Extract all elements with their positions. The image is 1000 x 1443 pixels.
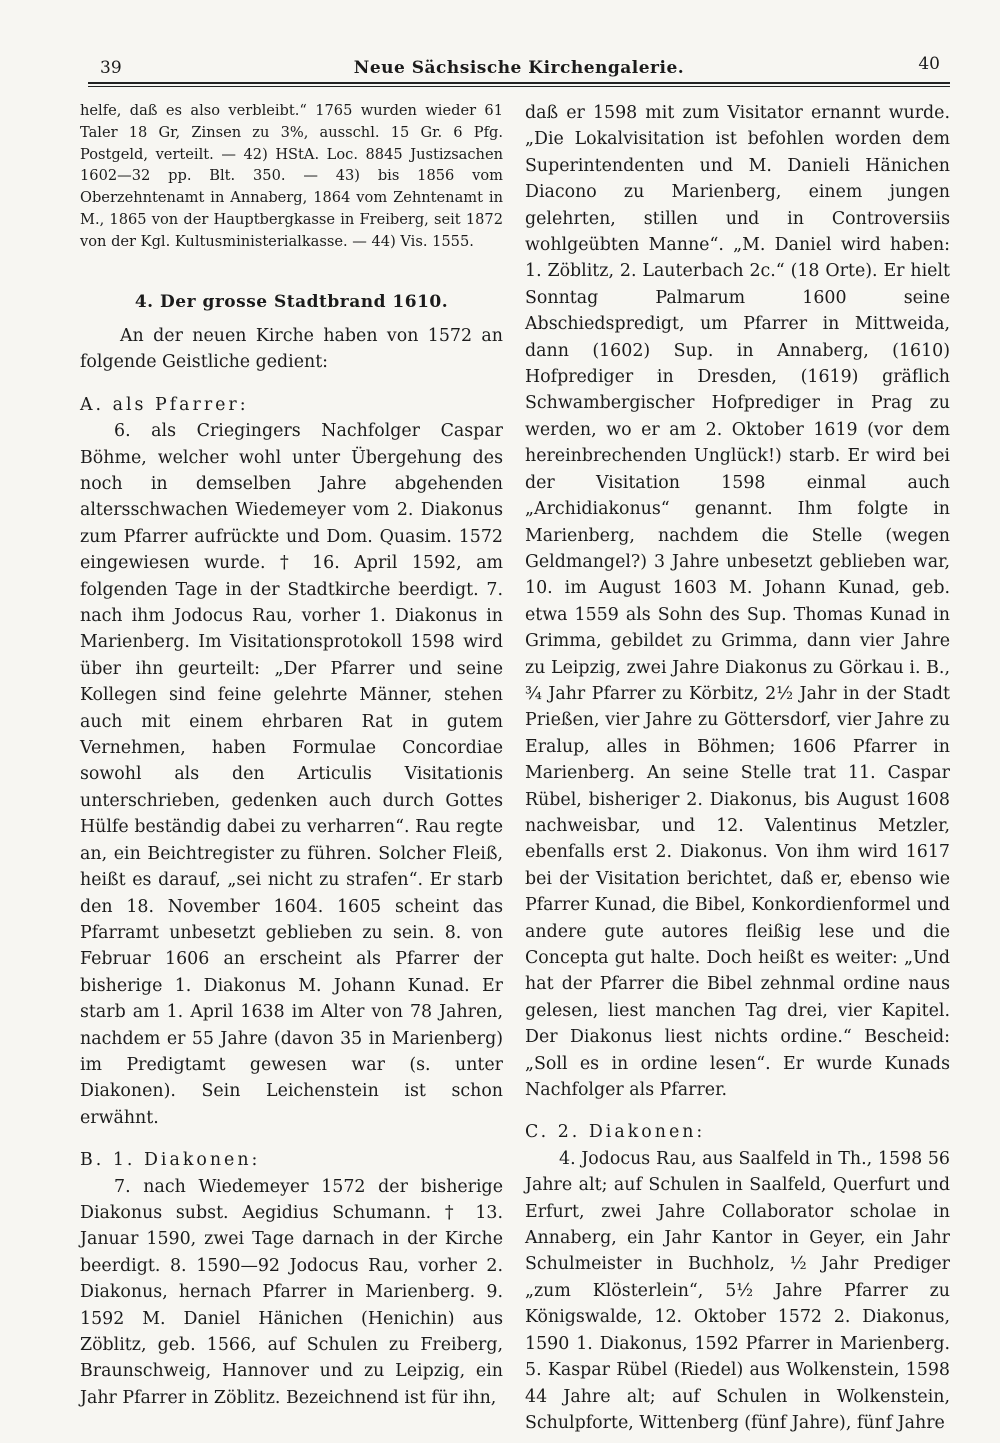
pfarrer-paragraph: 6. als Criegingers Nachfolger Caspar Böhme, welcher wohl unter Übergehung des noch in demselben Jahre abgehenden altersschwachen Wiedemeyer vom 2. Diakonus zum Pfarrer aufrückte und Dom. Quasim. 1572 eingewiesen wurde. † 16. April 1592, am folgenden Tage in der Stadtkirche beerdigt. 7. nach ihm Jodocus Rau, vorher 1. Diakonus in Marienberg. Im Visitationsprotokoll 1598 wird über ihn geurteilt: „Der Pfarrer und seine Kollegen sind feine gelehrte Männer, stehen auch mit einem ehrbaren Rat in gutem Vernehmen, haben Formulae Concordiae sowohl als den Articulis Visitationis unterschrieben, gedenken auch durch Gottes Hülfe beständig dabei zu verharren“. Rau regte an, ein Beichtregister zu führen. Solcher Fleiß, heißt es darauf, „sei nicht zu strafen“. Er starb den 18. November 1604. 1605 scheint das Pfarramt unbesetzt geblieben zu sein. 8. von Februar 1606 an erscheint als Pfarrer der bisherige 1. Diakonus M. Johann Kunad. Er starb am 1. April 1638 im Alter von 78 Jahren, nachdem er 55 Jahre (davon 35 in Marienberg) im Predigtamt gewesen war (s. unter Diakonen). Sein Leichenstein ist schon erwähnt.	[80, 421, 503, 1128]
page-header	[88, 52, 950, 82]
subheading-pfarrer: A. als Pfarrer:	[80, 394, 249, 415]
diakonen-2-paragraph: 4. Jodocus Rau, aus Saalfeld in Th., 1598 56 Jahre alt; auf Schulen in Saalfeld, Querfurt und Erfurt, zwei Jahre Collaborator scholae in Annaberg, ein Jahr Kantor in Geyer, ein Jahr Schulmeister in Buchholz, ½ Jahr Prediger „zum Klösterlein“, 5½ Jahre Pfarrer zu Königswalde, 12. Oktober 1572 2. Diakonus, 1590 1. Diakonus, 1592 Pfarrer in Marienberg. 5. Kaspar Rübel (Riedel) aus Wolkenstein, 1598 44 Jahre alt; auf Schulen in Wolkenstein, Schulpforte, Wittenberg (fünf Jahre), fünf Jahre	[525, 1148, 950, 1433]
subheading-diakonen-1: B. 1. Diakonen:	[80, 1150, 261, 1171]
footnotes: helfe, daß es also verbleibt.“ 1765 wurden wieder 61 Taler 18 Gr, Zinsen zu 3%, ausschl. 15 Gr. 6 Pfg. Postgeld, verteilt. — 42) HStA. Loc. 8845 Justizsachen 1602—32 pp. Blt. 350. — 43) bis 1856 vom Oberzehntenamt in Annaberg, 1864 vom Zehntenamt in M., 1865 von der Hauptbergkasse in Freiberg, seit 1872 von der Kgl. Kultusministerialkasse. — 44) Vis. 1555.	[80, 102, 503, 250]
right-column	[525, 100, 950, 1436]
subheading-diakonen-2: C. 2. Diakonen:	[525, 1122, 706, 1143]
page-number-right: 40	[918, 54, 940, 74]
intro-paragraph: An der neuen Kirche haben von 1572 an folgende Geistliche gedient:	[80, 325, 503, 373]
section-title: 4. Der grosse Stadtbrand 1610.	[134, 291, 449, 312]
header-rule	[88, 82, 950, 84]
continuation-paragraph: daß er 1598 mit zum Visitator ernannt wurde. „Die Lokalvisitation ist befohlen worden dem Superintendenten und M. Danieli Hänichen Diacono zu Marienberg, einem jungen gelehrten, stillen und in Controversiis wohlgeübten Manne“. „M. Daniel wird haben: 1. Zöblitz, 2. Lauterbach 2c.“ (18 Orte). Er hielt Sonntag Palmarum 1600 seine Abschiedspredigt, um Pfarrer in Mittweida, dann (1602) Sup. in Annaberg, (1610) Hofprediger in Dresden, (1619) gräflich Schwambergischer Hofprediger in Prag zu werden, wo er am 2. Oktober 1619 (vor dem hereinbrechenden Unglück!) starb. Er wird bei der Visitation 1598 einmal auch „Archidiakonus“ genannt. Ihm folgte in Marienberg, nachdem die Stelle (wegen Geldmangel?) 3 Jahre unbesetzt geblieben war, 10. im August 1603 M. Johann Kunad, geb. etwa 1559 als Sohn des Sup. Thomas Kunad in Grimma, gebildet zu Grimma, dann vier Jahre zu Leipzig, zwei Jahre Diakonus zu Görkau i. B., ¾ Jahr Pfarrer zu Körbitz, 2½ Jahr in der Stadt Prießen, vier Jahre zu Göttersdorf, vier Jahre zu Eralup, alles in Böhmen; 1606 Pfarrer in Marienberg. An seine Stelle trat 11. Caspar Rübel, bisheriger 2. Diakonus, bis August 1608 nachweisbar, und 12. Valentinus Metzler, ebenfalls erst 2. Diakonus. Von ihm wird 1617 bei der Visitation berichtet, daß er, ebenso wie Pfarrer Kunad, die Bibel, Konkordienformel und andere gute autores fleißig lese und die Concepta gut halte. Doch heißt es weiter: „Und hat der Pfarrer die Bibel zehnmal ordine naus gelesen, liest manchen Tag drei, vier Kapitel. Der Diakonus liest nichts ordine.“ Bescheid: „Soll es in ordine lesen“. Er wurde Kunads Nachfolger als Pfarrer.	[525, 103, 950, 1101]
diakonen-1-paragraph: 7. nach Wiedemeyer 1572 der bisherige Diakonus subst. Aegidius Schumann. † 13. Januar 1590, zwei Tage darnach in der Kirche beerdigt. 8. 1590—92 Jodocus Rau, vorher 2. Diakonus, hernach Pfarrer in Marienberg. 9. 1592 M. Daniel Hänichen (Henichin) aus Zöblitz, geb. 1566, auf Schulen zu Freiberg, Braunschweig, Hannover und zu Leipzig, ein Jahr Pfarrer in Zöblitz. Bezeichnend ist für ihn,	[80, 1176, 503, 1408]
header-rule-thin	[88, 86, 950, 87]
left-column	[80, 100, 503, 1411]
page-number-left: 39	[100, 58, 122, 78]
running-title: Neue Sächsische Kirchengalerie.	[353, 58, 685, 78]
